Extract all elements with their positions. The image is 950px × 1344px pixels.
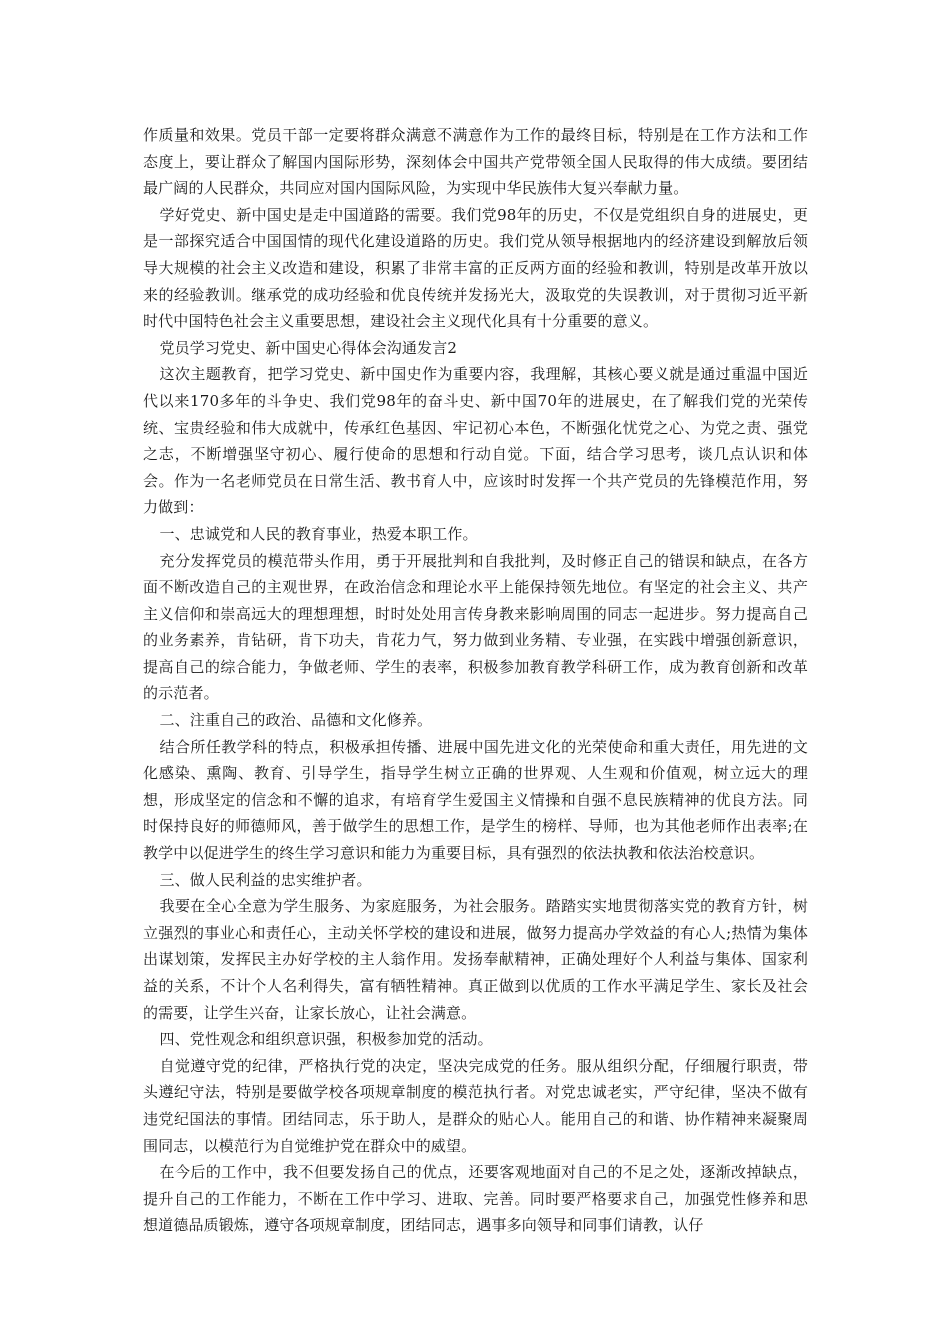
paragraph-party-history: 学好党史、新中国史是走中国道路的需要。我们党98年的历史，不仅是党组织自身的进展史，更是一部探究适合中国国情的现代化建设道路的历史。我们党从领导根据地内的经济建设到解放后领导大规模的社会主义改造和建设，积累了非常丰富的正反两方面的经验和教训，特别是改革开放以来的经验教训。继承党的成功经验和优良传统并发扬光大，汲取党的失误教训，对于贯彻习近平新时代中国特色社会主义重要思想，建设社会主义现代化具有十分重要的意义。	[143, 205, 808, 331]
paragraph-2: 结合所任教学科的特点，积极承担传播、进展中国先进文化的光荣使命和重大责任，用先进的文化感染、熏陶、教育、引导学生，指导学生树立正确的世界观、人生观和价值观，树立远大的理想，形成坚定的信念和不懈的追求，有培育学生爱国主义情操和自强不息民族精神的优良方法。同时保持良好的师德师风，善于做学生的思想工作，是学生的榜样、导师，也为其他老师作出表率;在教学中以促进学生的终生学习意识和能力为重要目标，具有强烈的依法执教和依法治校意识。	[143, 737, 808, 863]
heading-2: 二、注重自己的政治、品德和文化修养。	[159, 711, 433, 730]
heading-1: 一、忠诚党和人民的教育事业，热爱本职工作。	[159, 524, 478, 543]
paragraph-1: 充分发挥党员的模范带头作用，勇于开展批判和自我批判，及时修正自己的错误和缺点，在各方面不断改造自己的主观世界，在政治信念和理论水平上能保持领先地位。有坚定的社会主义、共产主义信仰和崇高远大的理想理想，时时处处用言传身教来影响周围的同志一起进步。努力提高自己的业务素养，肯钻研，肯下功夫，肯花力气，努力做到业务精、专业强，在实践中增强创新意识，提高自己的综合能力，争做老师、学生的表率，积极参加教育教学科研工作，成为教育创新和改革的示范者。	[143, 551, 808, 703]
section-title: 党员学习党史、新中国史心得体会沟通发言2	[159, 338, 458, 357]
paragraph-3: 我要在全心全意为学生服务、为家庭服务，为社会服务。踏踏实实地贯彻落实党的教育方针，树立强烈的事业心和责任心，主动关怀学校的建设和进展，做努力提高办学效益的有心人;热情为集体出谋划策，发挥民主办好学校的主人翁作用。发扬奉献精神，正确处理好个人利益与集体、国家利益的关系，不计个人名利得失，富有牺牲精神。真正做到以优质的工作水平满足学生、家长及社会的需要，让学生兴奋，让家长放心，让社会满意。	[143, 897, 808, 1022]
heading-4: 四、党性观念和组织意识强，积极参加党的活动。	[159, 1030, 493, 1049]
paragraph-closing: 在今后的工作中，我不但要发扬自己的优点，还要客观地面对自己的不足之处，逐渐改掉缺点，提升自己的工作能力，不断在工作中学习、进取、完善。同时要严格要求自己，加强党性修养和思想道德品质锻炼，遵守各项规章制度，团结同志，遇事多向领导和同事们请教，认仔	[143, 1163, 808, 1235]
paragraph-continuation: 作质量和效果。党员干部一定要将群众满意不满意作为工作的最终目标，特别是在工作方法和工作态度上，要让群众了解国内国际形势，深刻体会中国共产党带领全国人民取得的伟大成绩。要团结最广阔的人民群众，共同应对国内国际风险，为实现中华民族伟大复兴奉献力量。	[143, 126, 808, 198]
paragraph-4: 自觉遵守党的纪律，严格执行党的决定，坚决完成党的任务。服从组织分配，仔细履行职责，带头遵纪守法，特别是要做学校各项规章制度的模范执行者。对党忠诚老实，严守纪律，坚决不做有违党纪国法的事情。团结同志，乐于助人，是群众的贴心人。能用自己的和谐、协作精神来凝聚周围同志，以模范行为自觉维护党在群众中的威望。	[143, 1056, 808, 1155]
paragraph-intro: 这次主题教育，把学习党史、新中国史作为重要内容，我理解，其核心要义就是通过重温中国近代以来170多年的斗争史、我们党98年的奋斗史、新中国70年的进展史，在了解我们党的光荣传统、宝贵经验和伟大成就中，传承红色基因、牢记初心本色，不断强化忧党之心、为党之责、强党之志，不断增强坚守初心、履行使命的思想和行动自觉。下面，结合学习思考，谈几点认识和体会。作为一名老师党员在日常生活、教书育人中，应该时时发挥一个共产党员的先锋模范作用，努力做到：	[143, 365, 808, 517]
document-body	[143, 122, 808, 1239]
heading-3: 三、做人民利益的忠实维护者。	[159, 870, 372, 889]
